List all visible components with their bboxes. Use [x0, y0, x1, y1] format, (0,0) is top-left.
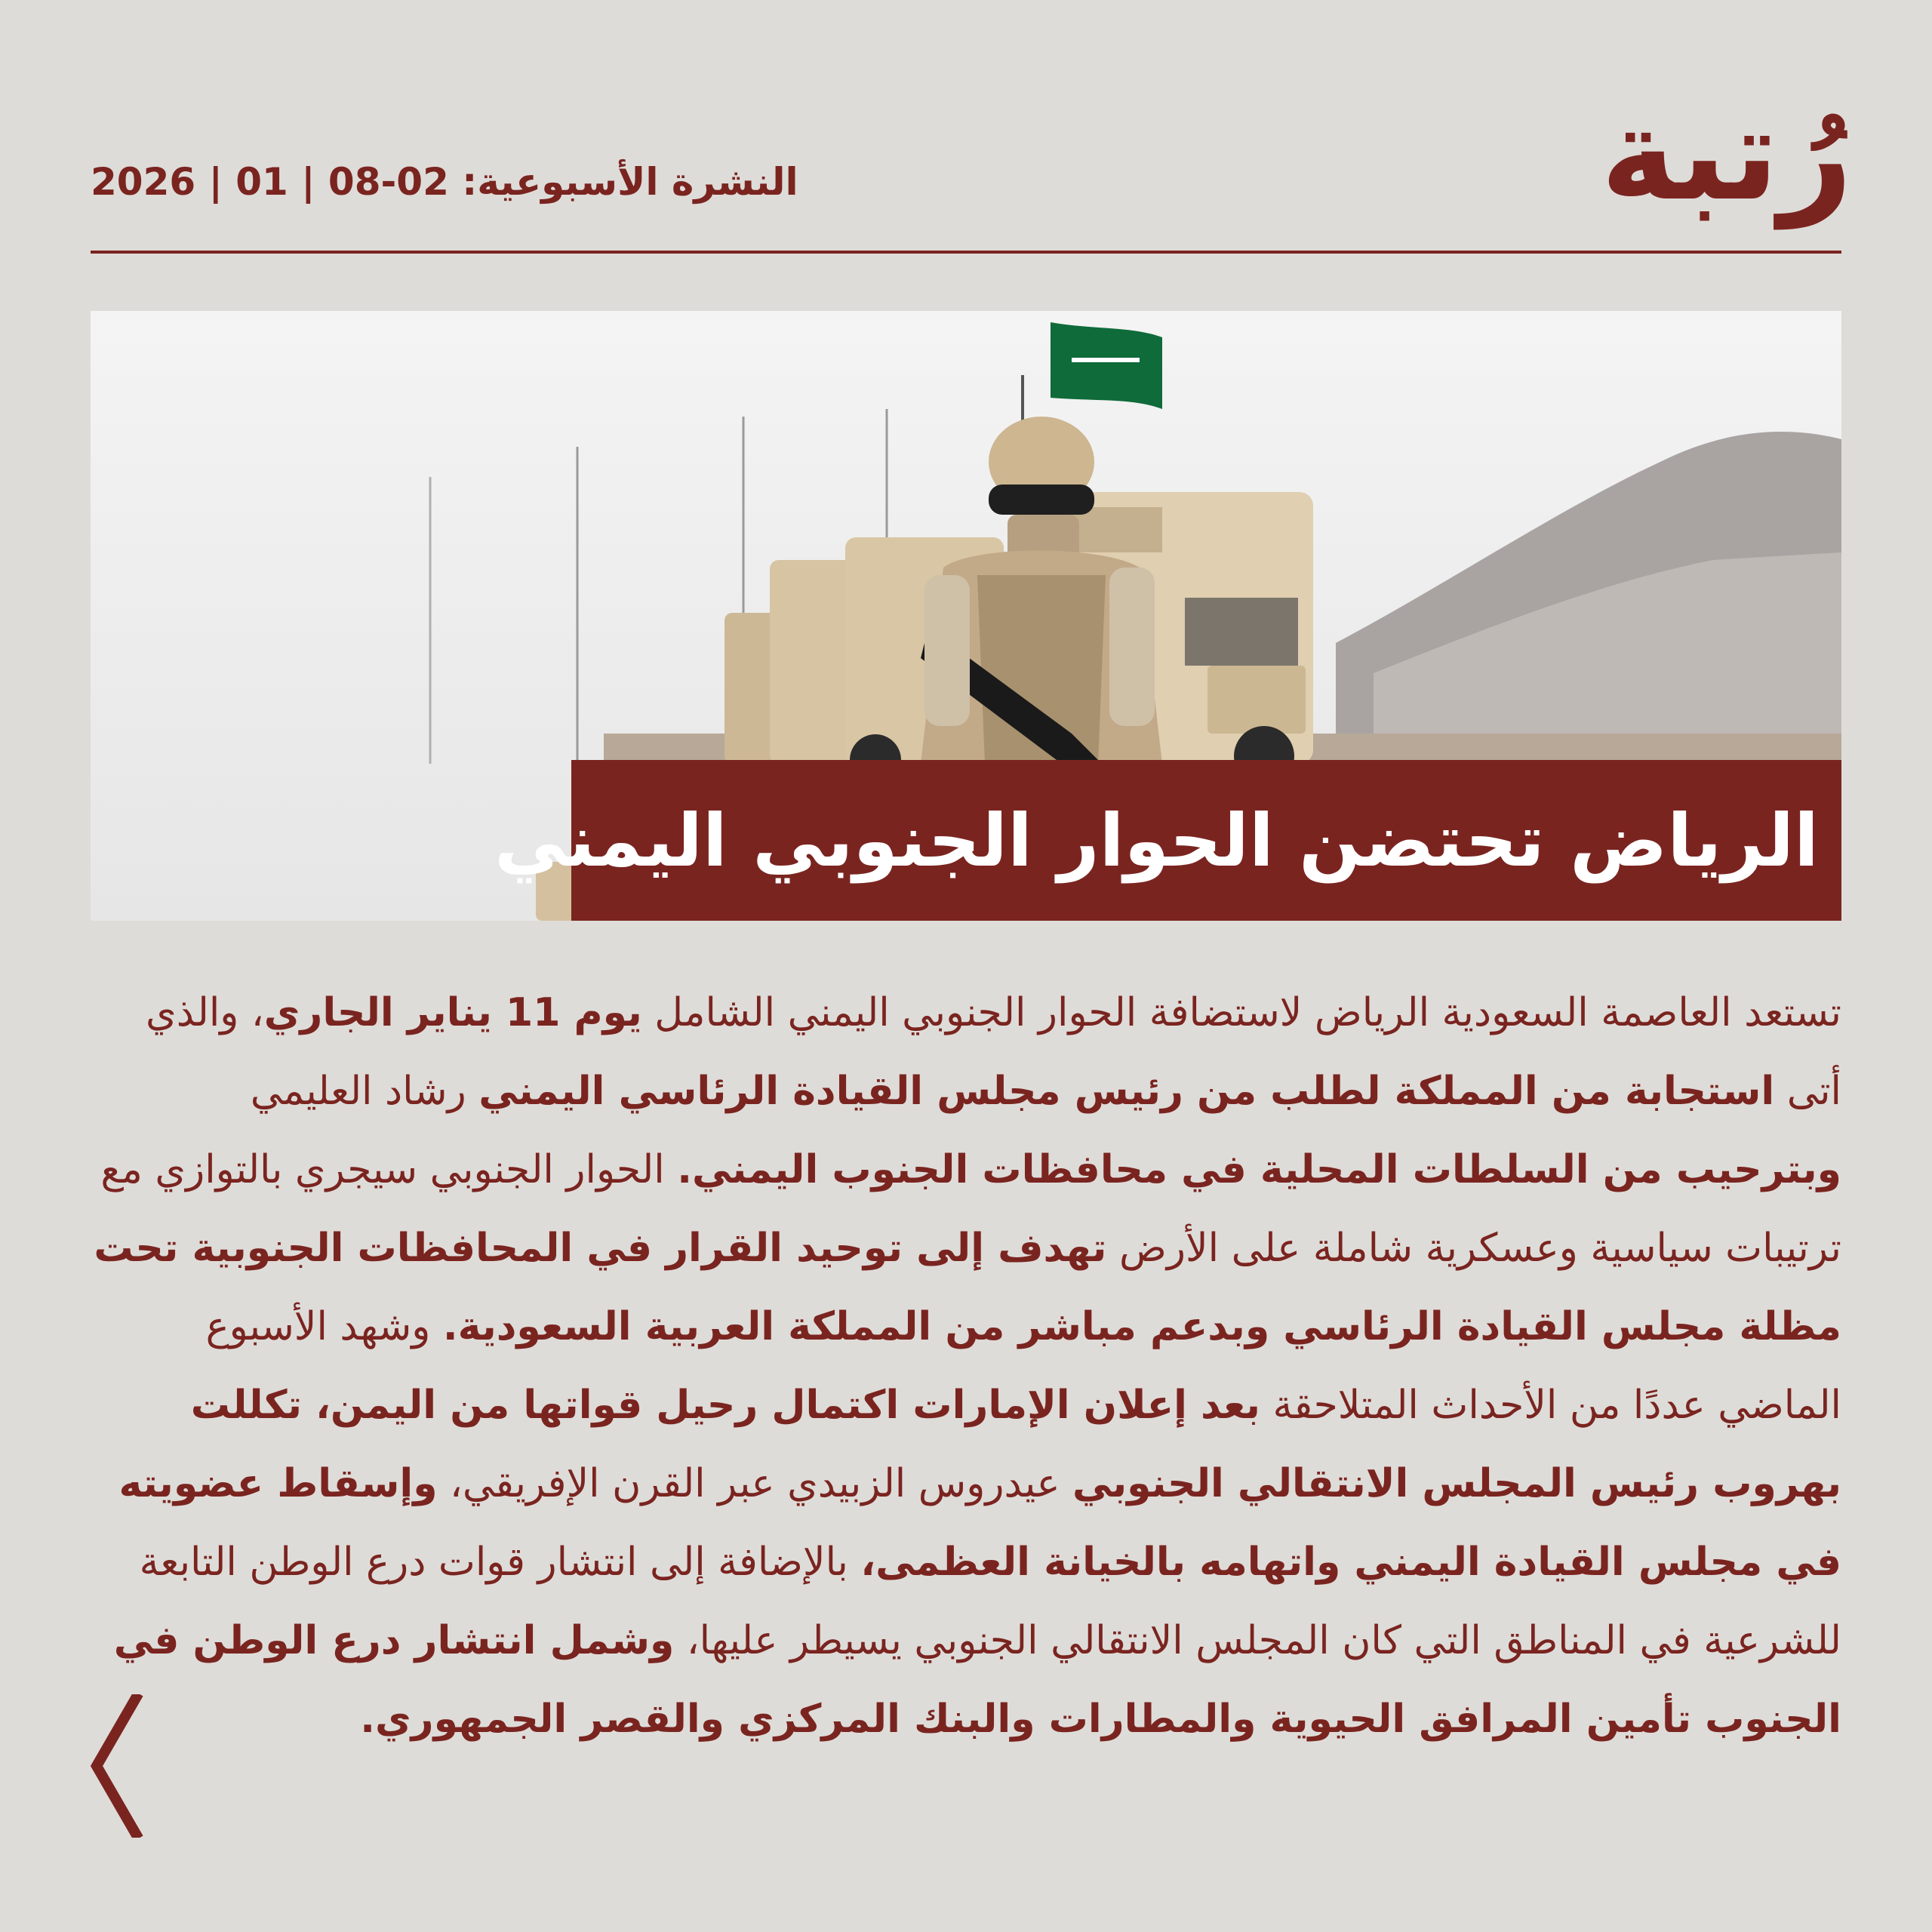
article-highlight: يوم 11 يناير الجاري — [263, 990, 642, 1035]
article-body — [91, 974, 1841, 1758]
article-highlight: تهدف إلى توحيد القرار في المحافظات الجنوبية تحت مظلة مجلس القيادة الرئاسي وبدعم مباشر من المملكة العربية السعودية. — [94, 1226, 1841, 1349]
header-divider — [91, 251, 1841, 254]
article-highlight: وشمل انتشار درع الوطن في الجنوب تأمين المرافق الحيوية والمطارات والبنك المركزي والقصر الجمهوري. — [113, 1618, 1841, 1742]
article-text: الحوار الجنوبي سيجري بالتوازي مع ترتيبات سياسية وعسكرية شاملة على الأرض — [100, 1147, 1841, 1271]
article-text: تستعد العاصمة السعودية الرياض لاستضافة الحوار الجنوبي اليمني الشامل — [641, 990, 1841, 1035]
article-text: عيدروس الزبيدي عبر القرن الإفريقي، — [437, 1461, 1073, 1506]
page-header — [0, 0, 1932, 272]
article-highlight: بعد إعلان الإمارات اكتمال رحيل قواتها من اليمن، تكللت بهروب رئيس المجلس الانتقالي الجنوبي — [190, 1383, 1841, 1506]
brand-logo: رُتبة — [1600, 80, 1853, 229]
article-highlight: وبترحيب من السلطات المحلية في محافظات الجنوب اليمني. — [677, 1147, 1841, 1192]
newsletter-issue-line: النشرة الأسبوعية: 02-08 | 01 | 2026 — [91, 160, 798, 204]
saudi-flag — [1051, 322, 1162, 409]
article-text: ، والذي أتى — [146, 990, 1841, 1114]
article-highlight: استجابة من المملكة لطلب من رئيس مجلس القيادة الرئاسي اليمني — [478, 1069, 1775, 1114]
article-text: وشهد الأسبوع الماضي عددًا من الأحداث المتلاحقة — [205, 1304, 1841, 1428]
headline: الرياض تحتضن الحوار الجنوبي اليمني — [494, 798, 1819, 883]
headline-banner — [494, 760, 1841, 921]
article-text: رشاد العليمي — [250, 1069, 479, 1114]
article-highlight: وإسقاط عضويته في مجلس القيادة اليمني واتهامه بالخيانة العظمى، — [118, 1461, 1841, 1585]
article-text: بالإضافة إلى انتشار قوات درع الوطن التابعة للشرعية في المناطق التي كان المجلس الانتقالي الجنوبي يسيطر عليها، — [139, 1540, 1841, 1663]
chevron-left-icon[interactable] — [83, 1694, 143, 1841]
